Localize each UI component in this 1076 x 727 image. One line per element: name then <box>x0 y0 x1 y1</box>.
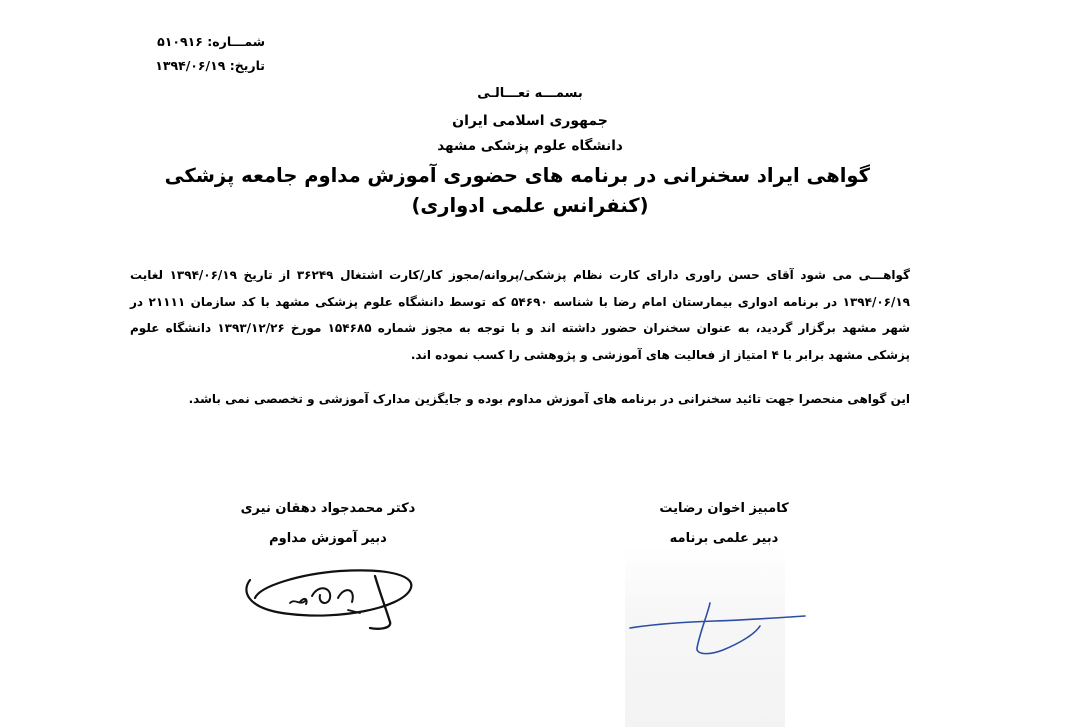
signer-right-role: دبیر علمی برنامه <box>669 531 779 546</box>
signer-left-role: دبیر آموزش مداوم <box>269 531 387 546</box>
signer-left <box>208 494 448 554</box>
document-meta <box>135 30 265 78</box>
signer-right-name: کامبیز اخوان رضایت <box>659 501 789 516</box>
body-paragraph: گواهـــی می شود آقای حسن راوری دارای کارت نظام پزشکی/پروانه/مجوز کار/کارت اشتغال ۳۶۲۴۹ از تاریخ ۱۳۹۴/۰۶/۱۹ لغایت ۱۳۹۴/۰۶/۱۹ در برنامه ادواری بیمارستان امام رضا با شناسه ۵۴۶۹۰ که توسط دانشگاه علوم پزشکی مشهد با کد سازمان ۲۱۱۱۱ در شهر مشهد برگزار گردید، به عنوان سخنران حضور داشته اند و با توجه به مجوز شماره ۱۵۴۶۸۵ مورخ ۱۳۹۳/۱۲/۲۶ دانشگاه علوم پزشکی مشهد برابر با ۴ امتیاز از فعالیت های آموزشی و پژوهشی را کسب نموده اند. <box>130 268 911 362</box>
signer-left-name: دکتر محمدجواد دهقان نیری <box>240 501 416 516</box>
handwritten-signature-left <box>230 558 430 638</box>
letter-number: شمـــاره: ۵۱۰۹۱۶ <box>157 34 265 49</box>
certificate-subtitle: (کنفرانس علمی ادواری) <box>411 194 649 217</box>
certificate-title: گواهی ایراد سخنرانی در برنامه های حضوری آموزش مداوم جامعه پزشکی <box>164 164 870 187</box>
handwritten-signature-right <box>615 598 815 668</box>
letter-date: تاریخ: ۱۳۹۴/۰۶/۱۹ <box>155 58 265 73</box>
republic-heading: جمهوری اسلامی ایران <box>452 113 608 129</box>
disclaimer-line: این گواهی منحصرا جهت تائید سخنرانی در برنامه های آموزش مداوم بوده و جایگزین مدارک آموزشی و تخصصی نمی باشد. <box>188 392 910 406</box>
signer-right <box>604 494 844 554</box>
university-heading: دانشگاه علوم پزشکی مشهد <box>437 138 623 154</box>
basmala-heading: بسمـــه تعـــالـی <box>477 86 583 101</box>
certificate-body <box>130 262 910 368</box>
